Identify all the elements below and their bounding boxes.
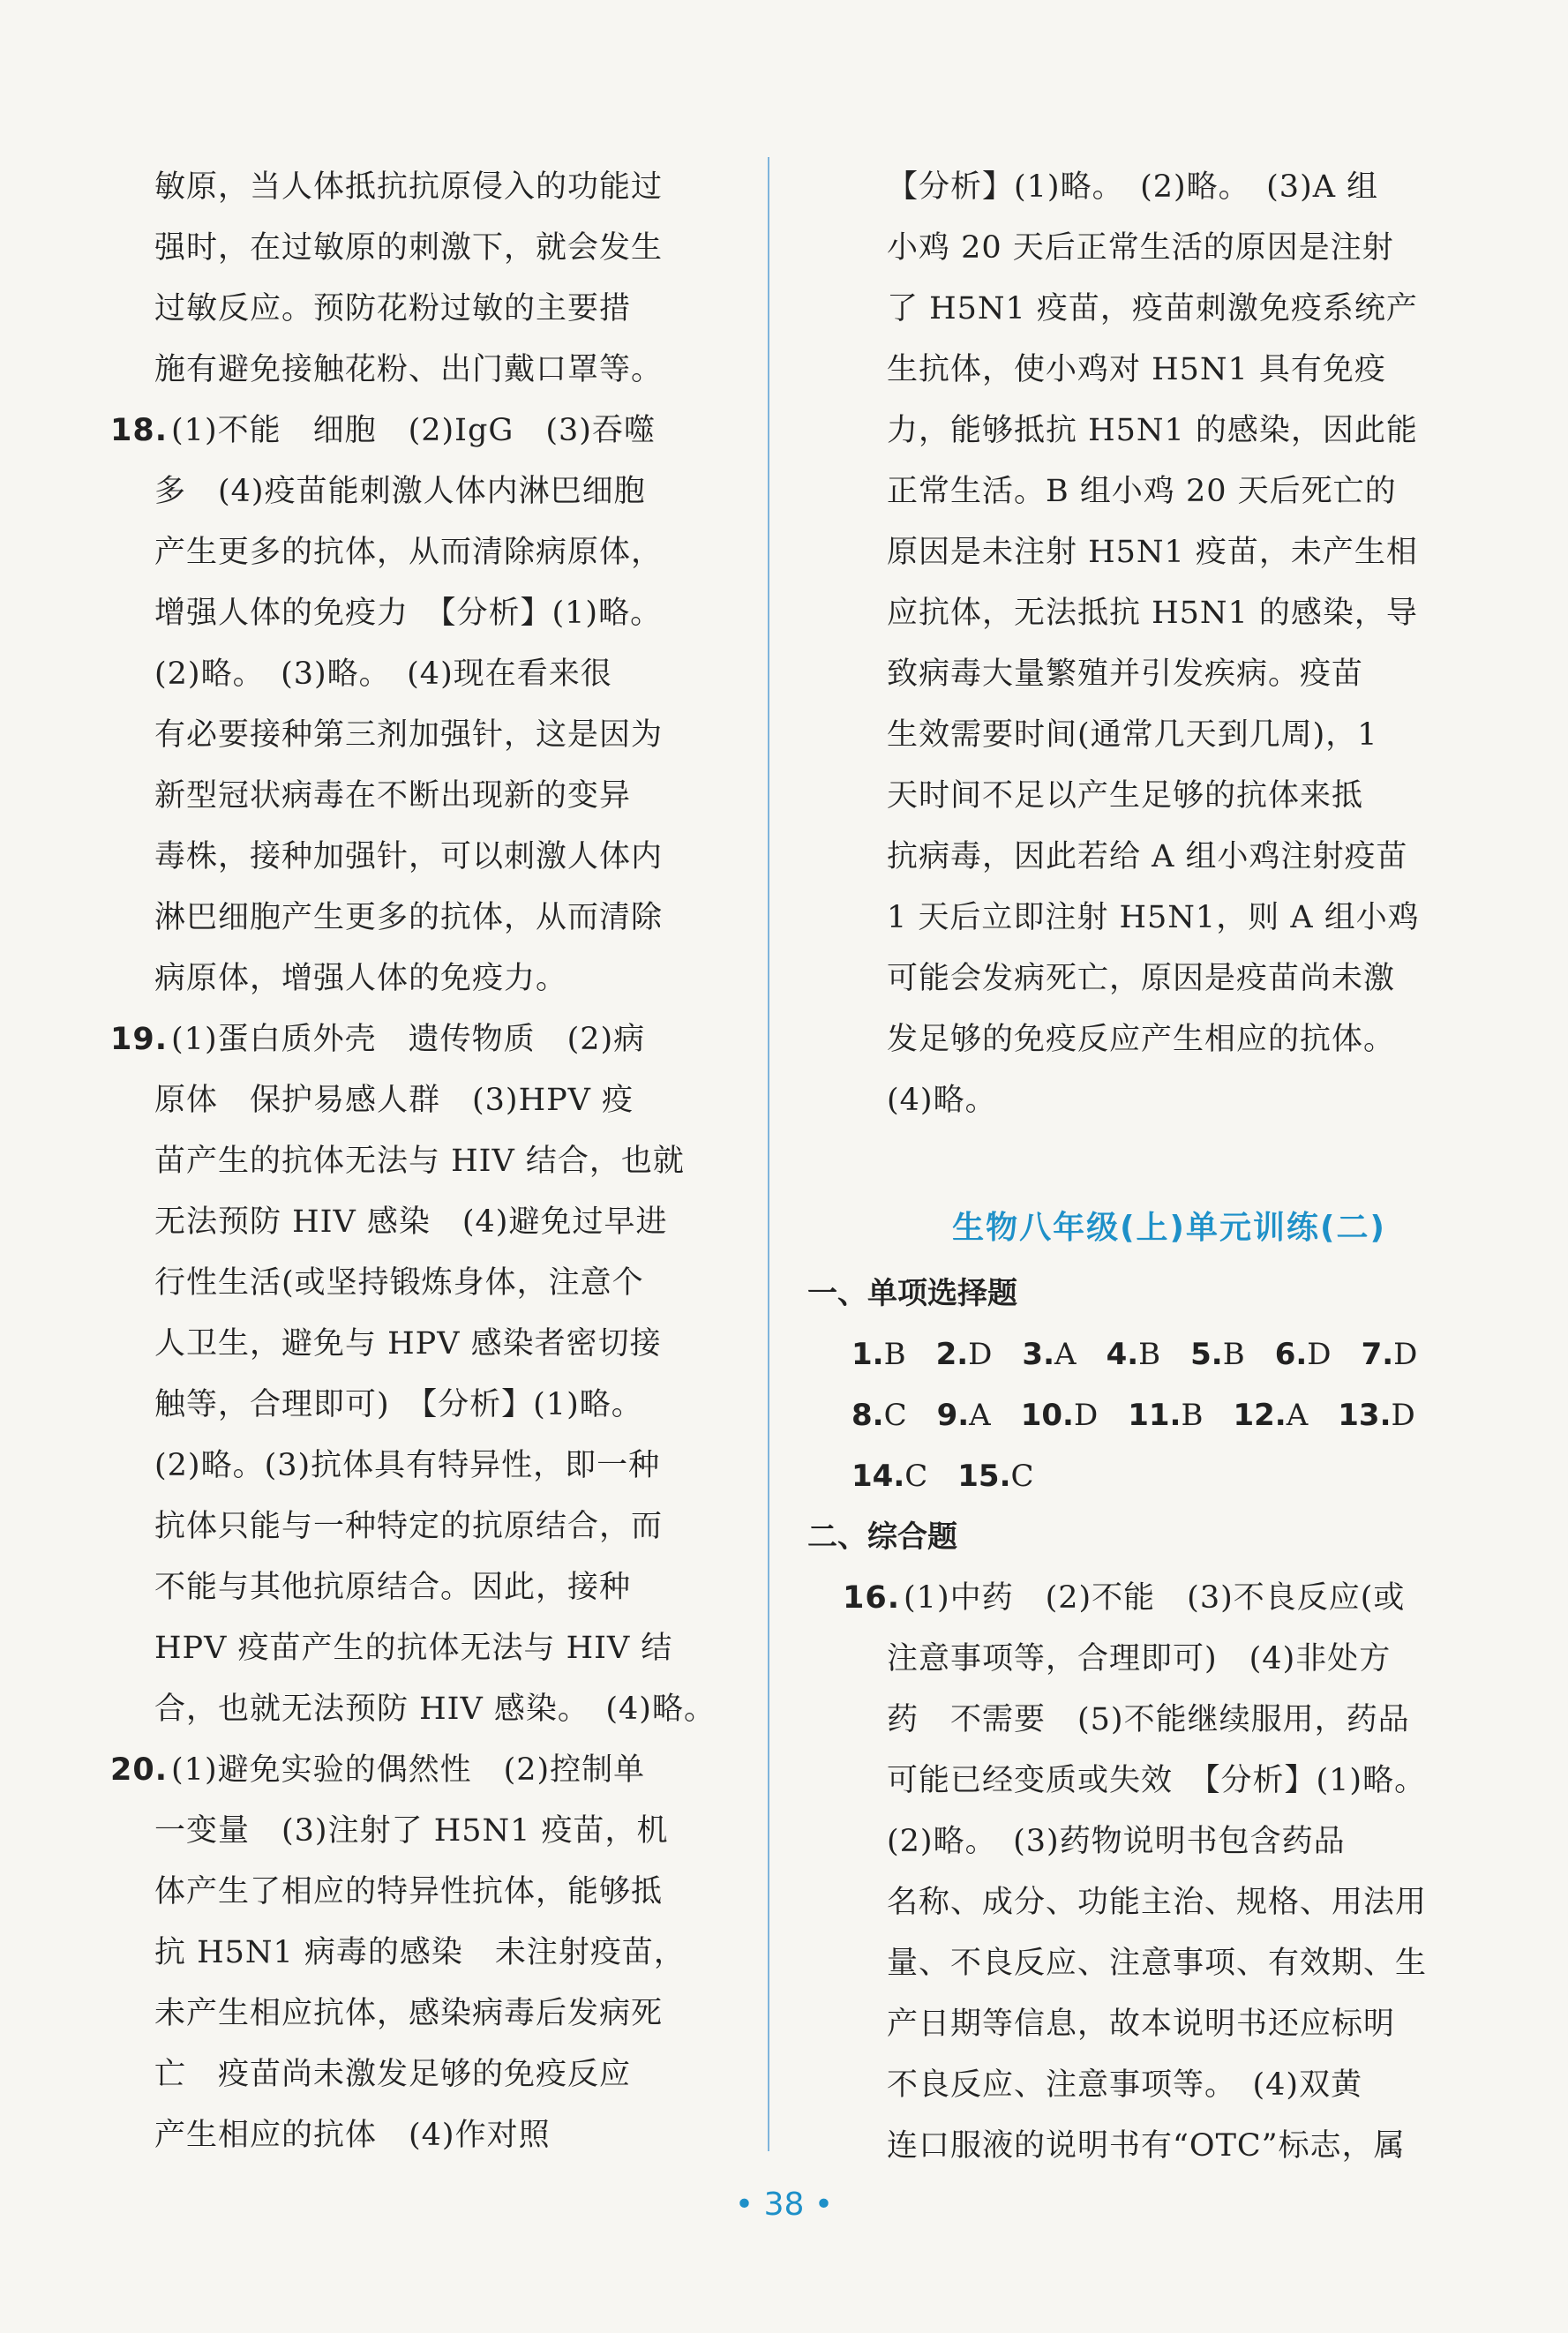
choice-answer	[937, 1385, 991, 1446]
answer-text: 名称、成分、功能主治、规格、用法用	[887, 1885, 1428, 1920]
answer-text: 药 不需要 (5)不能继续服用，药品	[887, 1702, 1410, 1737]
choice-letter: D	[1307, 1337, 1332, 1372]
answer-text: 有必要接种第三剂加强针，这是因为	[154, 717, 664, 753]
choice-letter: B	[1181, 1398, 1204, 1433]
answer-text: (1)蛋白质外壳 遗传物质 (2)病	[171, 1022, 646, 1057]
answer-text: 合，也就无法预防 HIV 感染。 (4)略。	[154, 1692, 716, 1727]
single-choice-heading: 一、单项选择题	[807, 1276, 1017, 1311]
text-line: (4)略。	[887, 1083, 997, 1118]
answer-text: 多 (4)疫苗能刺激人体内淋巴细胞	[154, 474, 646, 509]
answer-text: (2)略。 (3)略。 (4)现在看来很	[154, 656, 612, 692]
text-line	[154, 705, 746, 766]
answer-text: 产日期等信息，故本说明书还应标明	[887, 2007, 1396, 2042]
text-line	[154, 2044, 746, 2105]
choice-letter: D	[968, 1337, 993, 1372]
answer-text: 毒株，接种加强针，可以刺激人体内	[154, 839, 664, 874]
choice-letter: A	[969, 1398, 991, 1433]
text-line	[154, 522, 746, 583]
answer-text: 过敏反应。预防花粉过敏的主要措	[154, 291, 632, 326]
text-line	[154, 1984, 746, 2044]
text-line: 了 H5N1 疫苗，疫苗刺激免疫系统产	[887, 291, 1418, 326]
answer-20-continuation	[887, 157, 1452, 1131]
choice-number: 2.	[935, 1337, 969, 1372]
answer-text: 一变量 (3)注射了 H5N1 疫苗，机	[154, 1813, 669, 1849]
text-line	[154, 1314, 746, 1375]
choice-number: 9.	[936, 1398, 970, 1433]
text-line	[154, 340, 746, 401]
choice-row	[852, 1385, 1452, 1446]
text-line	[154, 1070, 746, 1131]
answer-text: 增强人体的免疫力 【分析】(1)略。	[154, 596, 663, 631]
choice-number: 6.	[1274, 1337, 1308, 1372]
text-line	[887, 2055, 1452, 2116]
choice-letter: A	[1286, 1398, 1309, 1433]
question-number: 18.	[110, 413, 169, 448]
text-line	[154, 949, 746, 1009]
answer-text: 无法预防 HIV 感染 (4)避免过早进	[154, 1204, 668, 1240]
text-line	[154, 1192, 746, 1253]
text-line: 【分析】(1)略。 (2)略。 (3)A 组	[887, 169, 1379, 205]
text-line: 生抗体，使小鸡对 H5N1 具有免疫	[887, 352, 1386, 387]
answer-text: 不能与其他抗原结合。因此，接种	[154, 1570, 632, 1605]
text-line: 天时间不足以产生足够的抗体来抵	[887, 778, 1364, 814]
answer-text: 人卫生，避免与 HPV 感染者密切接	[154, 1326, 662, 1362]
choice-answer	[1107, 1324, 1161, 1385]
answer-text: 亡 疫苗尚未激发足够的免疫反应	[154, 2057, 632, 2092]
text-line	[843, 1568, 1452, 1629]
text-line	[887, 1629, 1452, 1690]
answer-text: (2)略。(3)抗体具有特异性，即一种	[154, 1448, 661, 1483]
text-line: 可能会发病死亡，原因是疫苗尚未激	[887, 961, 1396, 996]
left-column	[110, 157, 746, 2166]
answer-text: 施有避免接触花粉、出门戴口罩等。	[154, 352, 664, 387]
text-line	[154, 218, 746, 279]
answer-text: (1)避免实验的偶然性 (2)控制单	[171, 1752, 646, 1788]
choice-number: 3.	[1022, 1337, 1054, 1372]
answer-text: 抗体只能与一种特定的抗原结合，而	[154, 1509, 664, 1544]
choice-answer	[1233, 1385, 1308, 1446]
text-line	[887, 1872, 1452, 1933]
choice-number: 11.	[1128, 1398, 1182, 1433]
text-line: 致病毒大量繁殖并引发疾病。疫苗	[887, 656, 1364, 692]
answer-text: 未产生相应抗体，感染病毒后发病死	[154, 1996, 664, 2031]
answer-text: 注意事项等，合理即可) (4)非处方	[887, 1641, 1392, 1677]
text-line: 小鸡 20 天后正常生活的原因是注射	[887, 230, 1394, 266]
choice-answers	[852, 1324, 1452, 1507]
question-number: 19.	[110, 1022, 169, 1057]
text-line	[110, 1740, 746, 1801]
text-line	[887, 1812, 1452, 1872]
text-line	[154, 827, 746, 888]
choice-answer	[1362, 1324, 1418, 1385]
answer-text: 抗 H5N1 病毒的感染 未注射疫苗，	[154, 1935, 686, 1970]
text-line	[887, 2116, 1452, 2177]
answer-text: 强时，在过敏原的刺激下，就会发生	[154, 230, 664, 266]
text-line	[887, 1933, 1452, 1994]
answer-text: 新型冠状病毒在不断出现新的变异	[154, 778, 632, 814]
choice-answer	[852, 1324, 906, 1385]
text-line: 抗病毒，因此若给 A 组小鸡注射疫苗	[887, 839, 1408, 874]
choice-letter: B	[883, 1337, 906, 1372]
question-number: 20.	[110, 1752, 169, 1788]
answer-text: HPV 疫苗产生的抗体无法与 HIV 结	[154, 1631, 673, 1666]
text-line	[110, 401, 746, 461]
choice-answer	[1021, 1385, 1099, 1446]
choice-answer	[1275, 1324, 1332, 1385]
choice-row	[852, 1446, 1452, 1507]
page-number: • 38 •	[734, 2187, 834, 2223]
column-divider	[768, 157, 769, 2151]
answer-text: 不良反应、注意事项等。 (4)双黄	[887, 2067, 1363, 2103]
text-line: 发足够的免疫反应产生相应的抗体。	[887, 1022, 1396, 1057]
answer-text: (1)不能 细胞 (2)IgG (3)吞噬	[171, 413, 656, 448]
text-line	[154, 157, 746, 218]
text-line	[154, 1923, 746, 1984]
choice-letter: C	[883, 1398, 907, 1433]
text-line	[154, 888, 746, 949]
comprehensive-answers	[843, 1568, 1452, 2177]
answer-text: 连口服液的说明书有“OTC”标志，属	[887, 2128, 1406, 2164]
choice-row	[852, 1324, 1452, 1385]
text-line	[887, 1994, 1452, 2055]
choice-answer	[936, 1324, 993, 1385]
choice-answer	[1128, 1385, 1203, 1446]
answer-text: 淋巴细胞产生更多的抗体，从而清除	[154, 900, 664, 935]
choice-number: 7.	[1361, 1337, 1394, 1372]
choice-answer	[1190, 1324, 1245, 1385]
text-line	[154, 644, 746, 705]
choice-answer	[1338, 1385, 1415, 1446]
text-line: 正常生活。B 组小鸡 20 天后死亡的	[887, 474, 1397, 509]
answer-text: (2)略。 (3)药物说明书包含药品	[887, 1824, 1346, 1859]
answer-text: 产生更多的抗体，从而清除病原体，	[154, 535, 664, 570]
comprehensive-heading: 二、综合题	[807, 1519, 957, 1555]
choice-number: 13.	[1338, 1398, 1392, 1433]
choice-answer	[852, 1385, 907, 1446]
answer-text: 苗产生的抗体无法与 HIV 结合，也就	[154, 1144, 685, 1179]
choice-answer	[1022, 1324, 1076, 1385]
answer-text: (1)中药 (2)不能 (3)不良反应(或	[904, 1580, 1406, 1616]
answer-text: 原体 保护易感人群 (3)HPV 疫	[154, 1083, 634, 1118]
choice-letter: B	[1222, 1337, 1245, 1372]
choice-number: 8.	[852, 1398, 884, 1433]
choice-letter: B	[1138, 1337, 1161, 1372]
choice-letter: C	[1010, 1459, 1034, 1494]
text-line	[887, 1690, 1452, 1751]
text-line	[154, 1557, 746, 1618]
text-line	[154, 766, 746, 827]
text-line	[154, 583, 746, 644]
right-column	[807, 157, 1452, 2177]
choice-answer	[957, 1446, 1033, 1507]
answer-text: 量、不良反应、注意事项、有效期、生	[887, 1946, 1428, 1981]
text-line	[154, 1679, 746, 1740]
text-line	[154, 279, 746, 340]
text-line	[154, 1618, 746, 1679]
text-line	[154, 1497, 746, 1557]
text-line: 原因是未注射 H5N1 疫苗，未产生相	[887, 535, 1418, 570]
section-title: 生物八年级(上)单元训练(二)	[952, 1210, 1386, 1246]
choice-letter: C	[904, 1459, 928, 1494]
text-line	[154, 1801, 746, 1862]
text-line: 1 天后立即注射 H5N1，则 A 组小鸡	[887, 900, 1420, 935]
answer-text: 体产生了相应的特异性抗体，能够抵	[154, 1874, 664, 1909]
text-line	[154, 1436, 746, 1497]
text-line	[154, 1375, 746, 1436]
choice-letter: D	[1391, 1398, 1415, 1433]
choice-number: 5.	[1190, 1337, 1223, 1372]
answer-text: 行性生活(或坚持锻炼身体，注意个	[154, 1265, 644, 1301]
text-line: 应抗体，无法抵抗 H5N1 的感染，导	[887, 596, 1418, 631]
answer-text: 敏原，当人体抵抗抗原侵入的功能过	[154, 169, 664, 205]
text-line	[154, 1131, 746, 1192]
choice-number: 12.	[1233, 1398, 1287, 1433]
text-line	[154, 1253, 746, 1314]
question-number: 16.	[843, 1580, 901, 1616]
answer-text: 病原体，增强人体的免疫力。	[154, 961, 568, 996]
choice-number: 10.	[1020, 1398, 1074, 1433]
answer-text: 可能已经变质或失效 【分析】(1)略。	[887, 1763, 1427, 1798]
choice-number: 4.	[1106, 1337, 1139, 1372]
text-line: 生效需要时间(通常几天到几周)，1	[887, 717, 1378, 753]
choice-letter: A	[1054, 1337, 1077, 1372]
choice-number: 15.	[957, 1459, 1011, 1494]
choice-number: 14.	[852, 1459, 905, 1494]
text-line	[110, 1009, 746, 1070]
choice-answer	[852, 1446, 927, 1507]
text-line	[154, 461, 746, 522]
text-line	[887, 1751, 1452, 1812]
answer-text: 触等，合理即可) 【分析】(1)略。	[154, 1387, 643, 1422]
text-line	[154, 2105, 746, 2166]
text-line: 力，能够抵抗 H5N1 的感染，因此能	[887, 413, 1418, 448]
answer-text: 产生相应的抗体 (4)作对照	[154, 2118, 551, 2153]
text-line	[154, 1862, 746, 1923]
choice-letter: D	[1073, 1398, 1099, 1433]
choice-letter: D	[1393, 1337, 1418, 1372]
choice-number: 1.	[852, 1337, 884, 1372]
